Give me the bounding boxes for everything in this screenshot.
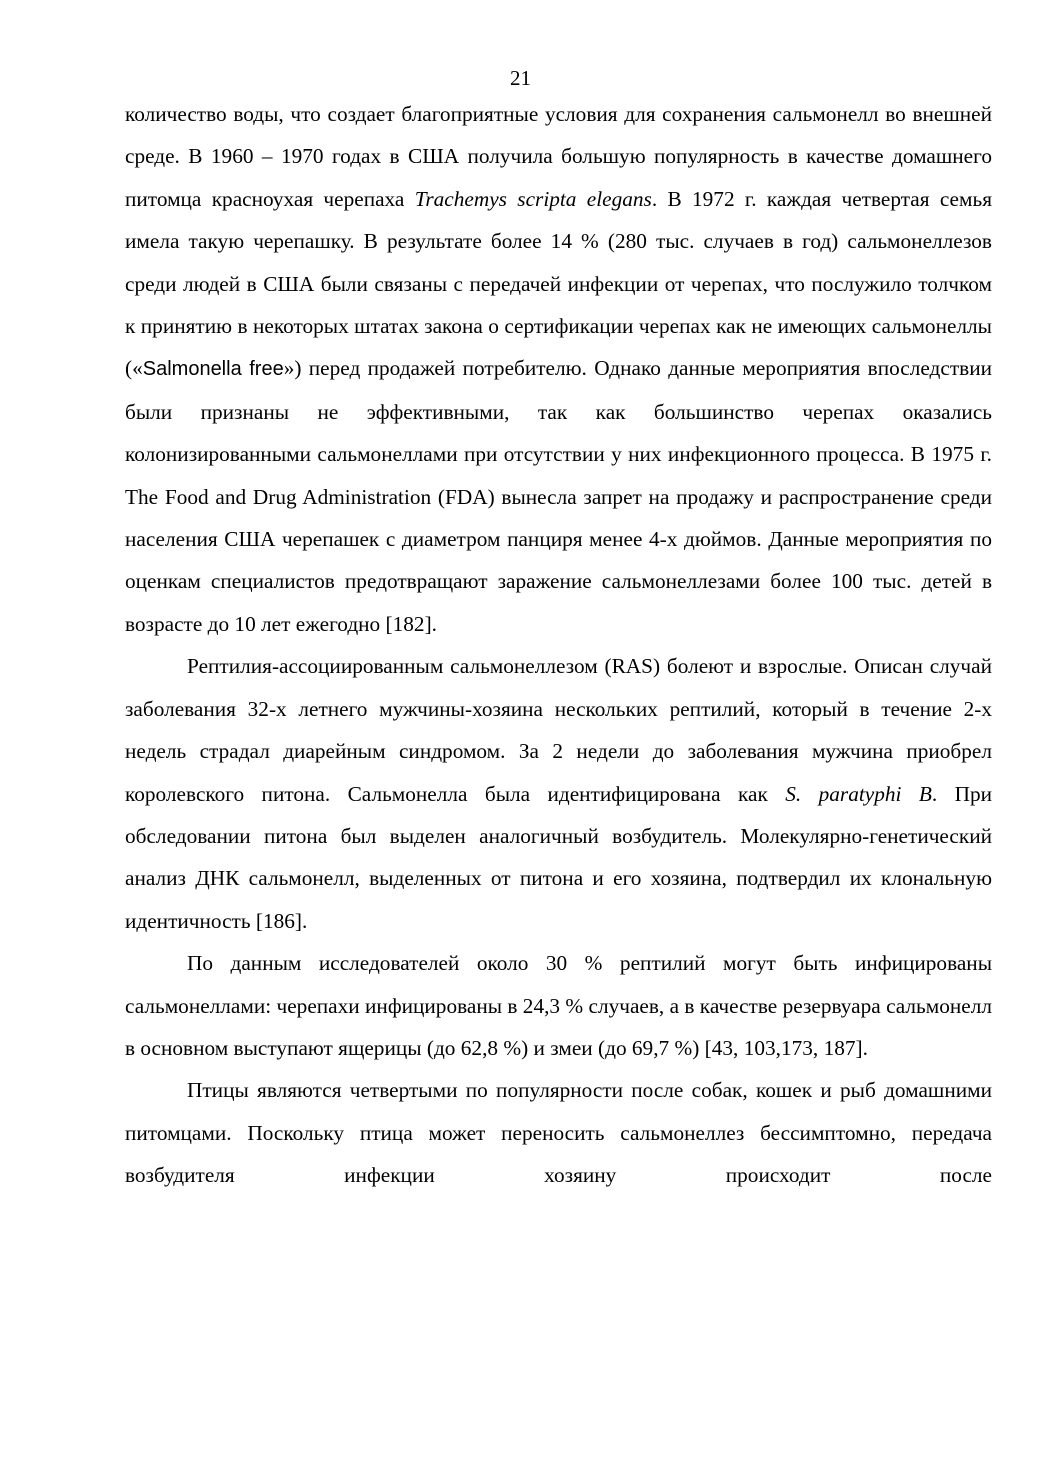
- text-run: количество воды, что создает благоприятные условия для сохранения сальмонелл во внешней среде. В 1960 – 1970 годах в США получила большую популярность в качестве домашнего питомца красноухая черепаха: [125, 102, 992, 211]
- text-run: Рептилия-ассоциированным сальмонеллезом (RAS) болеют и взрослые. Описан случай заболевания 32-х летнего мужчины-хозяина нескольких рептилий, который в течение 2-х недель страдал диарейным синдромом. За 2 недели до заболевания мужчина приобрел королевского питона. Сальмонелла была идентифицирована как: [125, 654, 992, 806]
- document-body: [125, 93, 992, 1197]
- text-run: . В 1972 г. каждая четвертая семья имела такую черепашку. В результате более 14 % (280 тыс. случаев в год) сальмонеллезов среди людей в США были связаны с передачей инфекции от черепах, что послужило толчком к принятию в некоторых штатах закона о сертификации черепах как не имеющих сальмонеллы («: [125, 186, 992, 381]
- paragraph-continuation: [125, 93, 992, 645]
- species-name-paratyphi: S. paratyphi B: [785, 781, 932, 806]
- salmonella-free-term: Salmonella free: [142, 358, 284, 381]
- text-run: . При обследовании питона был выделен аналогичный возбудитель. Молекулярно-генетический анализ ДНК сальмонелл, выделенных от питона и его хозяина, подтвердил их клональную идентичность [186].: [125, 781, 992, 933]
- page-number: 21: [510, 66, 531, 90]
- species-name-trachemys: Trachemys scripta elegans: [414, 186, 652, 211]
- paragraph-ras: [125, 645, 992, 942]
- text-run: ») перед продажей потребителю. Однако данные мероприятия впоследствии были признаны не эффективными, так как большинство черепах оказались колонизированными сальмонеллами при отсутствии у них инфекционного процесса. В 1975 г. The Food and Drug Administration (FDA) вынесла запрет на продажу и распространение среди населения США черепашек с диаметром панциря менее 4-х дюймов. Данные мероприятия по оценкам специалистов предотвращают заражение сальмонеллезами более 100 тыс. детей в возрасте до 10 лет ежегодно [182].: [125, 356, 992, 636]
- paragraph-birds: Птицы являются четвертыми по популярности после собак, кошек и рыб домашними питомцами. Поскольку птица может переносить сальмонеллез бессимптомно, передача возбудителя инфекции хозяину происходит после: [125, 1078, 992, 1188]
- paragraph-reptile-infection: По данным исследователей около 30 % рептилий могут быть инфицированы сальмонеллами: черепахи инфицированы в 24,3 % случаев, а в качестве резервуара сальмонелл в основном выступают ящерицы (до 62,8 %) и змеи (до 69,7 %) [43, 103,173, 187].: [125, 951, 992, 1060]
